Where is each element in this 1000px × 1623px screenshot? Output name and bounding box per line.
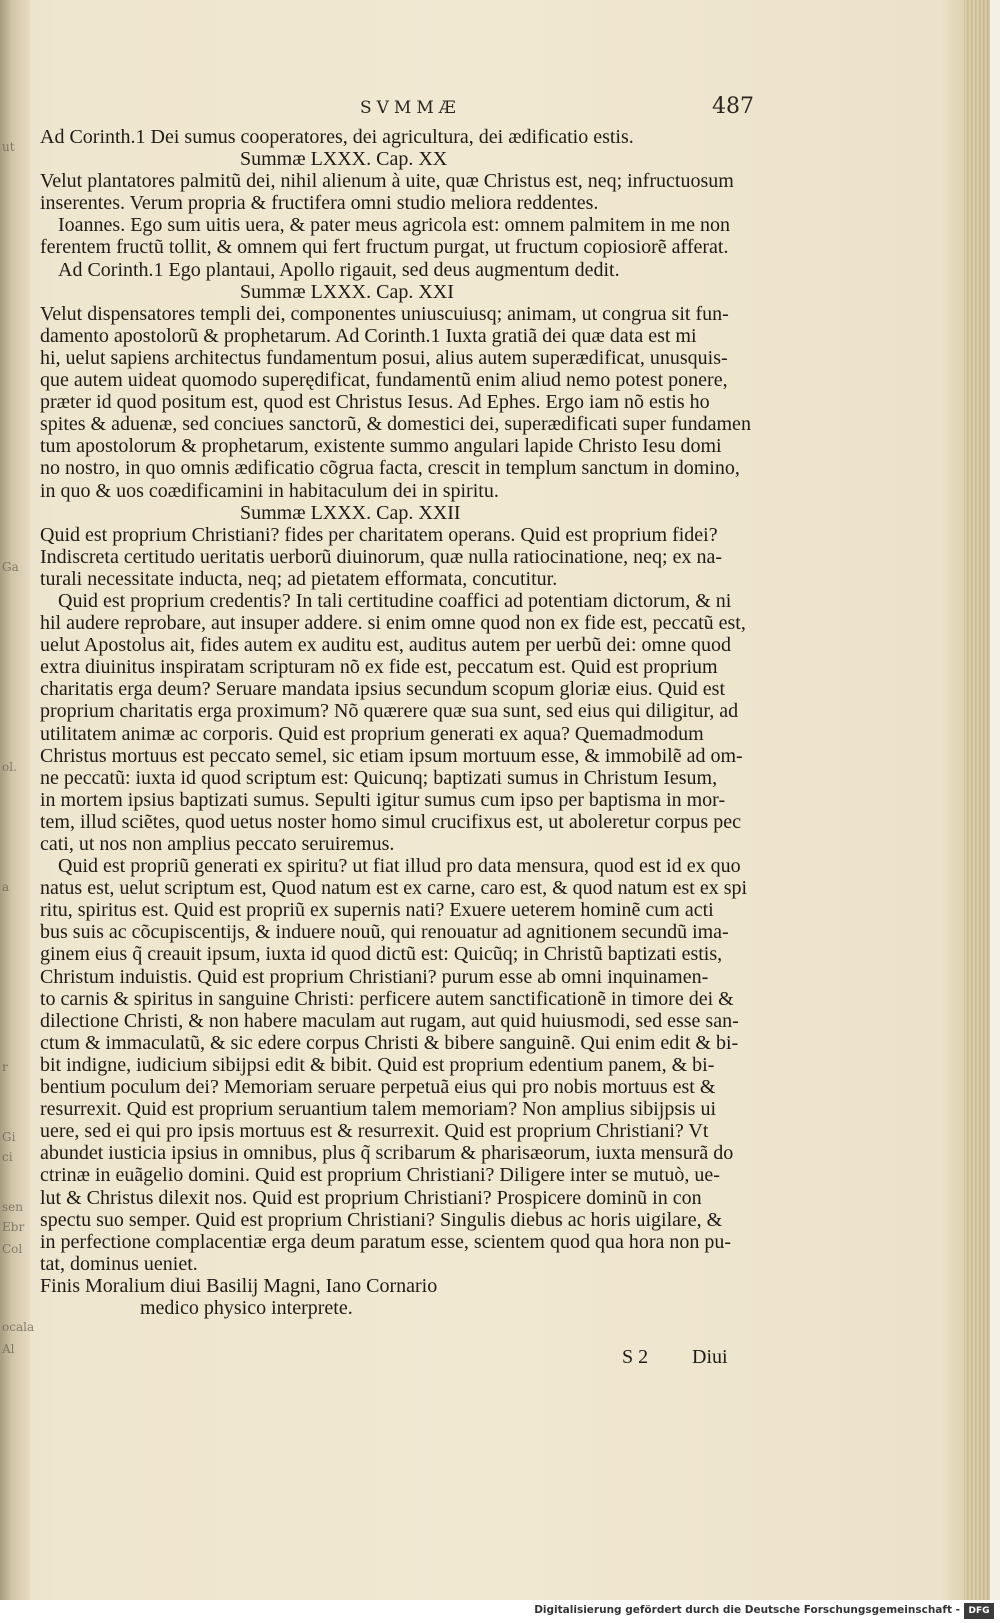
text-line: ne peccatũ: iuxta id quod scriptum est: Quicunq; baptizati sumus in Christum Iesum, (40, 766, 718, 789)
text-line: hi, uelut sapiens architectus fundamentum posui, alius autem superædificat, unusquis- (40, 346, 728, 369)
text-line: ritu, spiritus est. Quid est propriũ ex supernis nati? Exuere ueterem hominẽ cum acti (40, 899, 714, 922)
text-line: Christum induistis. Quid est proprium Christiani? purum esse ab omni inquinamen- (40, 965, 709, 988)
catchword-line (40, 1346, 760, 1376)
text-line: hil audere reprobare, aut insuper addere. si enim omne quod non ex fide est, peccatũ est, (40, 612, 746, 635)
chapter-heading: Summæ LXXX. Cap. XX (240, 148, 448, 171)
text-line: bus suis ac cõcupiscentijs, & induere nouũ, qui renouatur ad agnitionem secundũ ima- (40, 921, 729, 944)
text-line: uelut Apostolus ait, fides autem ex auditu est, auditus autem per uerbũ dei: omne quod (40, 634, 731, 657)
text-block (40, 126, 760, 1319)
text-line: Ioannes. Ego sum uitis uera, & pater meus agricola est: omnem palmitem in me non (58, 214, 731, 237)
text-line: utilitatem animæ ac corporis. Quid est proprium generati ex aqua? Quemadmodum (40, 722, 704, 745)
colophon-line: medico physico interprete. (140, 1296, 353, 1319)
chapter-heading: Summæ LXXX. Cap. XXI (240, 280, 454, 303)
text-line: ginem eius q̃ creauit ipsum, iuxta id quod dictũ est: Quicũq; in Christũ baptizati estis, (40, 943, 723, 966)
signature-mark: S 2 (622, 1346, 649, 1368)
text-line: spites & aduenæ, sed conciues sanctorũ, & domestici dei, superædificati super fundamen (40, 413, 751, 436)
text-line: Quid est propriũ generati ex spiritu? ut fiat illud pro data mensura, quod est id ex quo (58, 855, 741, 878)
bleed-through-text: Ga (2, 560, 19, 574)
text-line: abundet iusticia ipsius in omnibus, plus q̃ scribarum & pharisæorum, iuxta mensurã do (40, 1142, 734, 1165)
text-line: ctrinæ in euãgelio domini. Quid est proprium Christiani? Diligere inter se mutuò, ue- (40, 1164, 720, 1187)
bleed-through-text: Gi (2, 1130, 16, 1144)
text-line: to carnis & spiritus in sanguine Christi: perficere autem sanctificationẽ in timore dei & (40, 987, 734, 1010)
dfg-logo: DFG (964, 1603, 994, 1619)
text-line: uere, sed ei qui pro ipsis mortuus est & resurrexit. Quid est proprium Christiani? Vt (40, 1120, 709, 1143)
text-line: no nostro, in quo omnis ædificatio cõgrua facta, crescit in templum sanctum in domino, (40, 457, 740, 480)
text-line: proprium charitatis erga proximum? Nõ quærere quæ sua sunt, sed eius qui diligitur, ad (40, 700, 739, 723)
text-line: damento apostolorũ & prophetarum. Ad Corinth.1 Iuxta gratiã dei quæ data est mi (40, 324, 697, 347)
text-line: Velut dispensatores templi dei, componentes uniuscuiusq; animam, ut congrua sit fun- (40, 302, 729, 325)
digitization-footer (0, 1600, 1000, 1623)
text-line: bentium poculum dei? Memoriam seruare perpetuã eius qui pro nobis mortuus est & (40, 1076, 716, 1099)
text-line: ferentem fructũ tollit, & omnem qui fert fructum purgat, ut fructum copiosiorẽ afferat. (40, 236, 729, 259)
chapter-heading: Summæ LXXX. Cap. XXII (240, 501, 461, 524)
text-line: inserentes. Verum propria & fructifera omni studio meliora reddentes. (40, 192, 599, 215)
text-line: Quid est proprium credentis? In tali certitudine coaffici ad potentiam dictorum, & ni (58, 589, 732, 612)
text-line: ctum & immaculatũ, & sic edere corpus Christi & bibere sanguinẽ. Qui enim edit & bi- (40, 1031, 739, 1054)
text-line: que autem uideat quomodo superędificat, fundamentũ enim aliud nemo potest ponere, (40, 369, 728, 392)
bleed-through-text: ocala (2, 1320, 35, 1334)
bleed-through-text: ol. (2, 760, 17, 774)
binding-gutter (0, 0, 30, 1600)
text-line: Indiscreta certitudo ueritatis uerborũ diuinorum, quæ nulla ratiocinatione, neq; ex na- (40, 545, 723, 568)
bleed-through-text: sen (2, 1200, 23, 1214)
text-line: bit indigne, iudicium sibijpsi edit & bibit. Quid est proprium edentium panem, & bi- (40, 1053, 715, 1076)
text-line: charitatis erga deum? Seruare mandata ipsius secundum scopum gloriæ eius. Quid est (40, 678, 726, 701)
text-line: lut & Christus dilexit nos. Quid est proprium Christiani? Prospicere dominũ in con (40, 1186, 702, 1209)
text-line: Finis Moralium diui Basilij Magni, Iano Cornario (40, 1274, 438, 1297)
bleed-through-text: r (2, 1060, 8, 1074)
text-line: extra diuinitus inspiratam scripturam nõ ex fide est, peccatum est. Quid est proprium (40, 656, 718, 679)
text-line: in quo & uos coædificamini in habitaculum dei in spiritu. (40, 479, 499, 502)
catchword: Diui (692, 1346, 728, 1368)
funding-notice: Digitalisierung gefördert durch die Deutsche Forschungsgemeinschaft - (534, 1604, 960, 1616)
text-line: in perfectione complacentiæ erga deum paratum esse, scientem quod qua hora non pu- (40, 1230, 732, 1253)
bleed-through-text: a (2, 880, 10, 894)
bleed-through-text: Ebr (2, 1220, 25, 1234)
text-line: præter id quod positum est, quod est Christus Iesus. Ad Ephes. Ergo iam nõ estis ho (40, 391, 710, 414)
text-line: Christus mortuus est peccato semel, sic etiam ipsum mortuum esse, & immobilẽ ad om- (40, 744, 743, 767)
bleed-through-text: Col (2, 1242, 23, 1256)
page-edge-stack (964, 0, 990, 1600)
text-line: spectu suo semper. Quid est proprium Christiani? Singulis diebus ac horis uigilare, & (40, 1208, 723, 1231)
running-head: SVMMÆ (360, 98, 461, 118)
text-line: Ad Corinth.1 Dei sumus cooperatores, dei agricultura, dei ædificatio estis. (40, 126, 634, 148)
bleed-through-text: Al (2, 1342, 15, 1356)
text-line: tat, dominus ueniet. (40, 1252, 198, 1275)
text-line: Ad Corinth.1 Ego plantaui, Apollo rigauit, sed deus augmentum dedit. (58, 258, 620, 281)
text-line: dilectione Christi, & non habere maculam aut rugam, aut quid huiusmodi, sed esse san- (40, 1009, 739, 1032)
text-line: natus est, uelut scriptum est, Quod natum est ex carne, caro est, & quod natum est ex spi (40, 877, 748, 900)
text-line: tum apostolorum & prophetarum, existente summo angulari lapide Christo Iesu domi (40, 435, 722, 458)
text-line: in mortem ipsius baptizati sumus. Sepulti igitur sumus cum ipso per baptisma in mor- (40, 788, 726, 811)
page-number: 487 (712, 94, 754, 119)
text-line: resurrexit. Quid est proprium seruantium talem memoriam? Non amplius sibijpsis ui (40, 1098, 716, 1121)
text-line: cati, ut nos non amplius peccato seruiremus. (40, 833, 395, 855)
text-line: Velut plantatores palmitũ dei, nihil alienum à uite, quæ Christus est, neq; infructuosum (40, 170, 734, 193)
bleed-through-text: ut (2, 140, 15, 154)
text-line: turali necessitate inducta, neq; ad pietatem efformata, concutitur. (40, 567, 558, 590)
text-line: Quid est proprium Christiani? fides per charitatem operans. Quid est proprium fidei? (40, 523, 718, 546)
page-header (40, 94, 760, 126)
bleed-through-text: ci (2, 1150, 13, 1164)
text-line: tem, illud sciẽtes, quod uetus noster homo simul crucifixus est, ut aboleretur corpus pec (40, 810, 741, 833)
